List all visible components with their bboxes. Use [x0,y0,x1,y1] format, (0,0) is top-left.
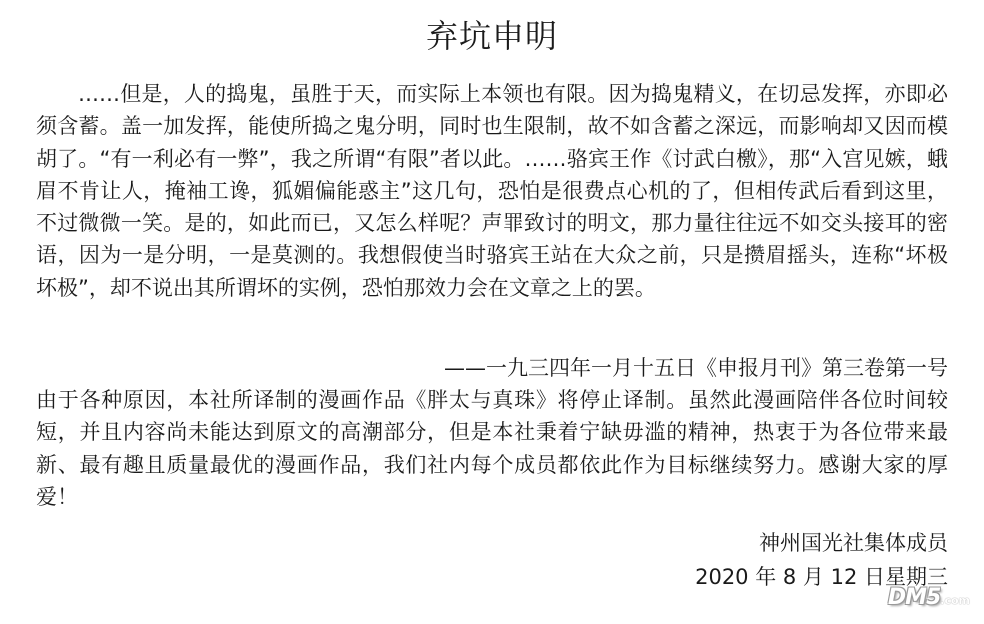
signature-name: 神州国光社集体成员 [759,531,948,555]
signature-date: 2020 年 8 月 12 日星期三 [695,565,948,589]
notice-paragraph: 由于各种原因，本社所译制的漫画作品《胖太与真珠》将停止译制。虽然此漫画陪伴各位时间较短，并且内容尚未能达到原文的高潮部分，但是本社秉着宁缺毋滥的精神，热衷于为各位带来最新、最有趣且质量最优的漫画作品，我们社内每个成员都依此作为目标继续努力。感谢大家的厚爱！ [36,388,948,509]
quote-paragraph: ……但是，人的捣鬼，虽胜于天，而实际上本领也有限。因为捣鬼精义，在切忌发挥，亦即必须含蓄。盖一加发挥，能使所捣之鬼分明，同时也生限制，故不如含蓄之深远，而影响却又因而模胡了。“有一利必有一弊”，我之所谓“有限”者以此。……骆宾王作《讨武白檄》，那“入宫见嫉，蛾眉不肯让人，掩袖工谗，狐媚偏能惑主”这几句，恐怕是很费点心机的了，但相传武后看到这里，不过微微一笑。是的，如此而已，又怎么样呢？声罪致讨的明文，那力量往往远不如交头接耳的密语，因为一是分明，一是莫测的。我想假使当时骆宾王站在大众之前，只是攒眉摇头，连称“坏极坏极”，却不说出其所谓坏的实例，恐怕那效力会在文章之上的罢。 [36,82,948,300]
watermark-suffix: .com [940,594,970,607]
quote-source: ——一九三四年一月十五日《申报月刊》第三卷第一号 [444,356,948,380]
watermark-text: DM5 [887,585,941,610]
dm5-watermark-logo [888,585,970,614]
page-title: 弃坑申明 [425,17,558,55]
